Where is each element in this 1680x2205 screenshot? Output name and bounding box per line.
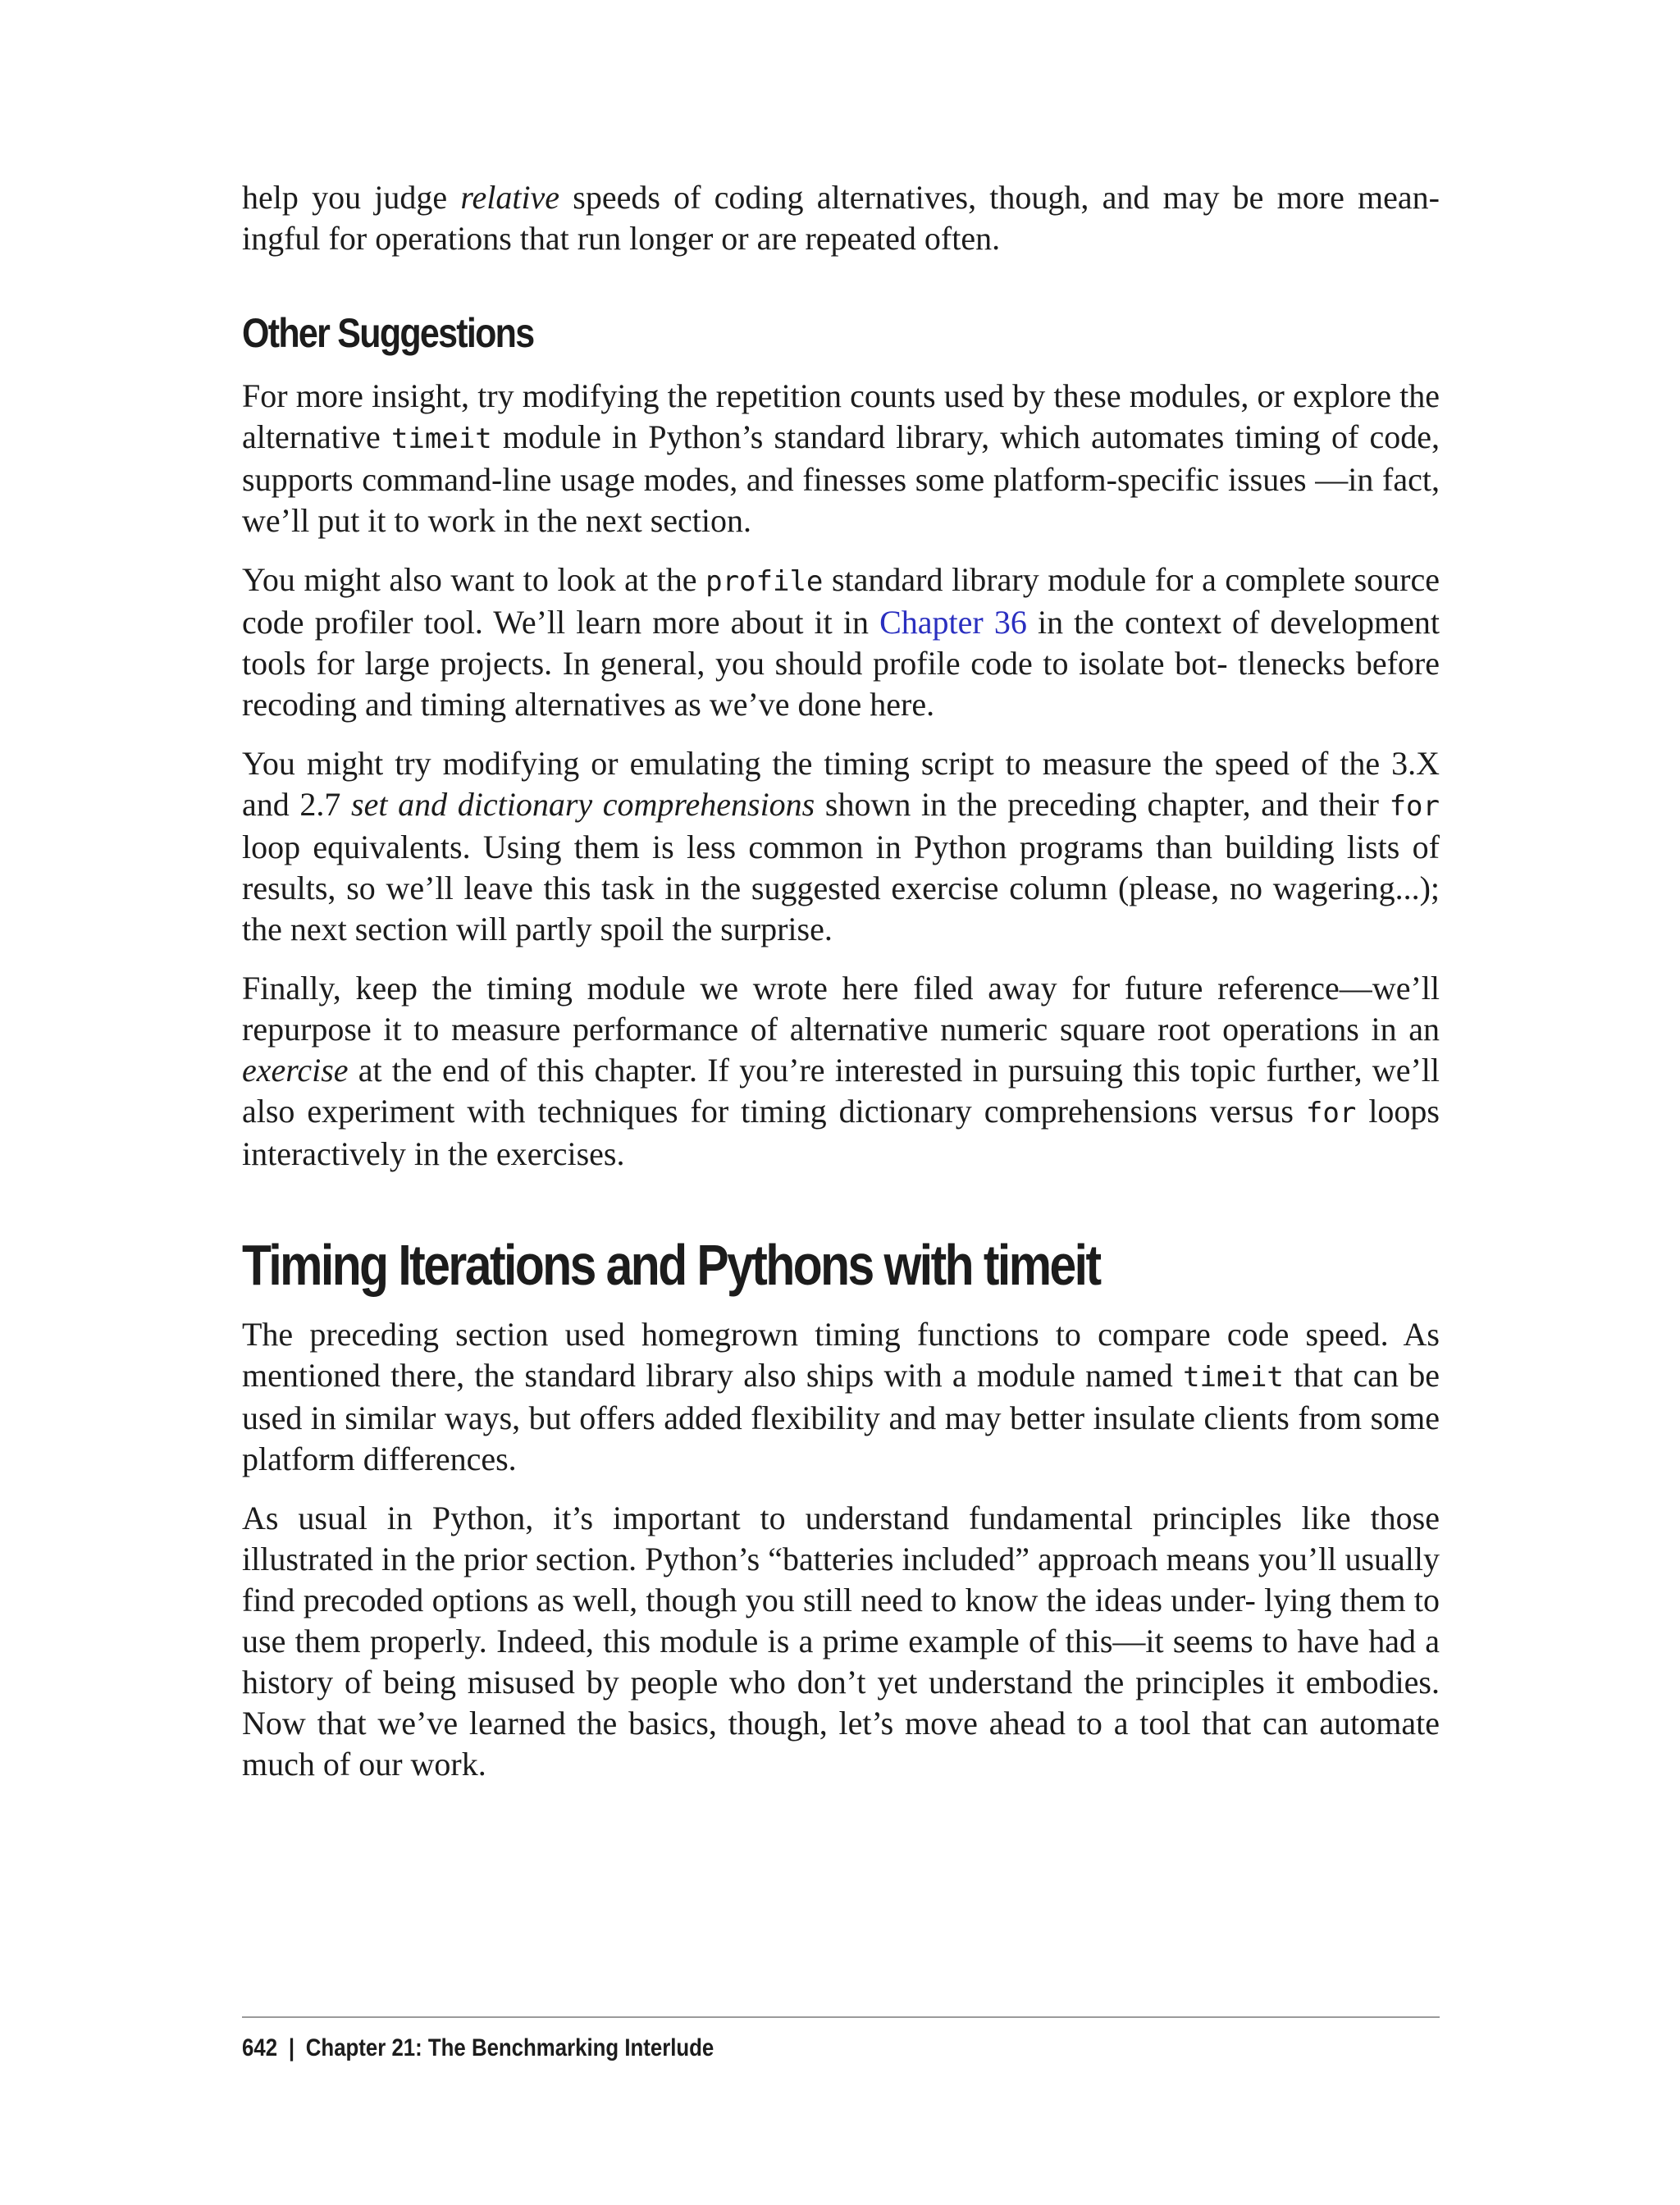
- text-run: loops interactively in the exercises.: [242, 1093, 1440, 1172]
- section-heading-other-suggestions: Other Suggestions: [242, 310, 534, 356]
- text-run: For more insight, try modifying the repetition counts used by these modules, or explore the alternative: [242, 377, 1440, 455]
- text-run: at the end of this chapter. If you’re interested in pursuing this topic further, we’ll also experiment with techniques for timing dictionary comprehensions versus: [242, 1052, 1440, 1130]
- text-run: help you judge: [242, 179, 461, 216]
- code-timeit: timeit: [1183, 1361, 1284, 1394]
- chapter-36-link[interactable]: Chapter 36: [879, 604, 1027, 641]
- paragraph-finally: [242, 968, 1440, 1175]
- continued-paragraph: [242, 177, 1440, 259]
- text-run: that can be used in similar ways, but offers added flexibility and may better insulate clients from some platform differences.: [242, 1357, 1440, 1477]
- code-profile: profile: [705, 565, 824, 598]
- paragraph-preceding-section: [242, 1314, 1440, 1480]
- emphasis-comprehensions: set and dictionary comprehensions: [351, 786, 815, 823]
- paragraph-as-usual: As usual in Python, it’s important to understand fundamental principles like those illustrated in the prior section. Python’s “batteries included” approach means you’ll usually find precoded options as well, though you still need to know the ideas under- lying them to use them properly. Indeed, this module is a prime example of this—it seems to have had a history of being misused by people who don’t yet understand the principles it embodies. Now that we’ve learned the basics, though, let’s move ahead to a tool that can automate much of our work.: [242, 1500, 1440, 1783]
- text-run: Finally, keep the timing module we wrote here filed away for future reference—we’ll repurpose it to measure performance of alternative numeric square root operations in an: [242, 970, 1440, 1048]
- code-timeit: timeit: [390, 422, 492, 455]
- text-run: in the context of development tools for large projects. In general, you should profile code to isolate bot- tlenecks before recoding and timing alternatives as we’ve done here.: [242, 604, 1440, 723]
- running-footer-chapter: Chapter 21: The Benchmarking Interlude: [305, 2034, 714, 2061]
- text-run: standard library module for a complete source code profiler tool. We’ll learn more about it in: [242, 561, 1440, 641]
- page-number: 642: [242, 2034, 278, 2061]
- text-run: module in Python’s standard library, which automates timing of code, supports command-line usage modes, and finesses some platform-specific issues —in fact, we’ll put it to work in the next section.: [242, 418, 1440, 539]
- page-body: [242, 177, 1440, 1785]
- paragraph-more-insight: [242, 376, 1440, 541]
- emphasis-relative: relative: [460, 179, 560, 216]
- emphasis-exercise: exercise: [242, 1052, 349, 1089]
- text-run: The preceding section used homegrown timing functions to compare code speed. As mentioned there, the standard library also ships with a module named: [242, 1316, 1440, 1394]
- code-for: for: [1305, 1097, 1357, 1130]
- section-heading-timing-iterations: Timing Iterations and Pythons with timeit: [242, 1233, 1100, 1297]
- text-run: loop equivalents. Using them is less common in Python programs than building lists of results, so we’ll leave this task in the suggested exercise column (please, no wagering...); the next section will partly spoil the surprise.: [242, 829, 1440, 947]
- text-run: You might try modifying or emulating the timing script to measure the speed of the 3.X and 2.7: [242, 745, 1440, 823]
- page-footer: [242, 2016, 1440, 2062]
- text-run: speeds of coding alternatives, though, and may be more mean- ingful for operations that run longer or are repeated often.: [242, 179, 1440, 257]
- text-run: You might also want to look at the: [242, 561, 706, 598]
- text-run: shown in the preceding chapter, and their: [815, 786, 1390, 823]
- code-for: for: [1389, 790, 1440, 823]
- footer-separator: |: [288, 2034, 295, 2061]
- paragraph-profile: [242, 559, 1440, 725]
- footer-line: [242, 2034, 714, 2062]
- paragraph-comprehensions: [242, 743, 1440, 950]
